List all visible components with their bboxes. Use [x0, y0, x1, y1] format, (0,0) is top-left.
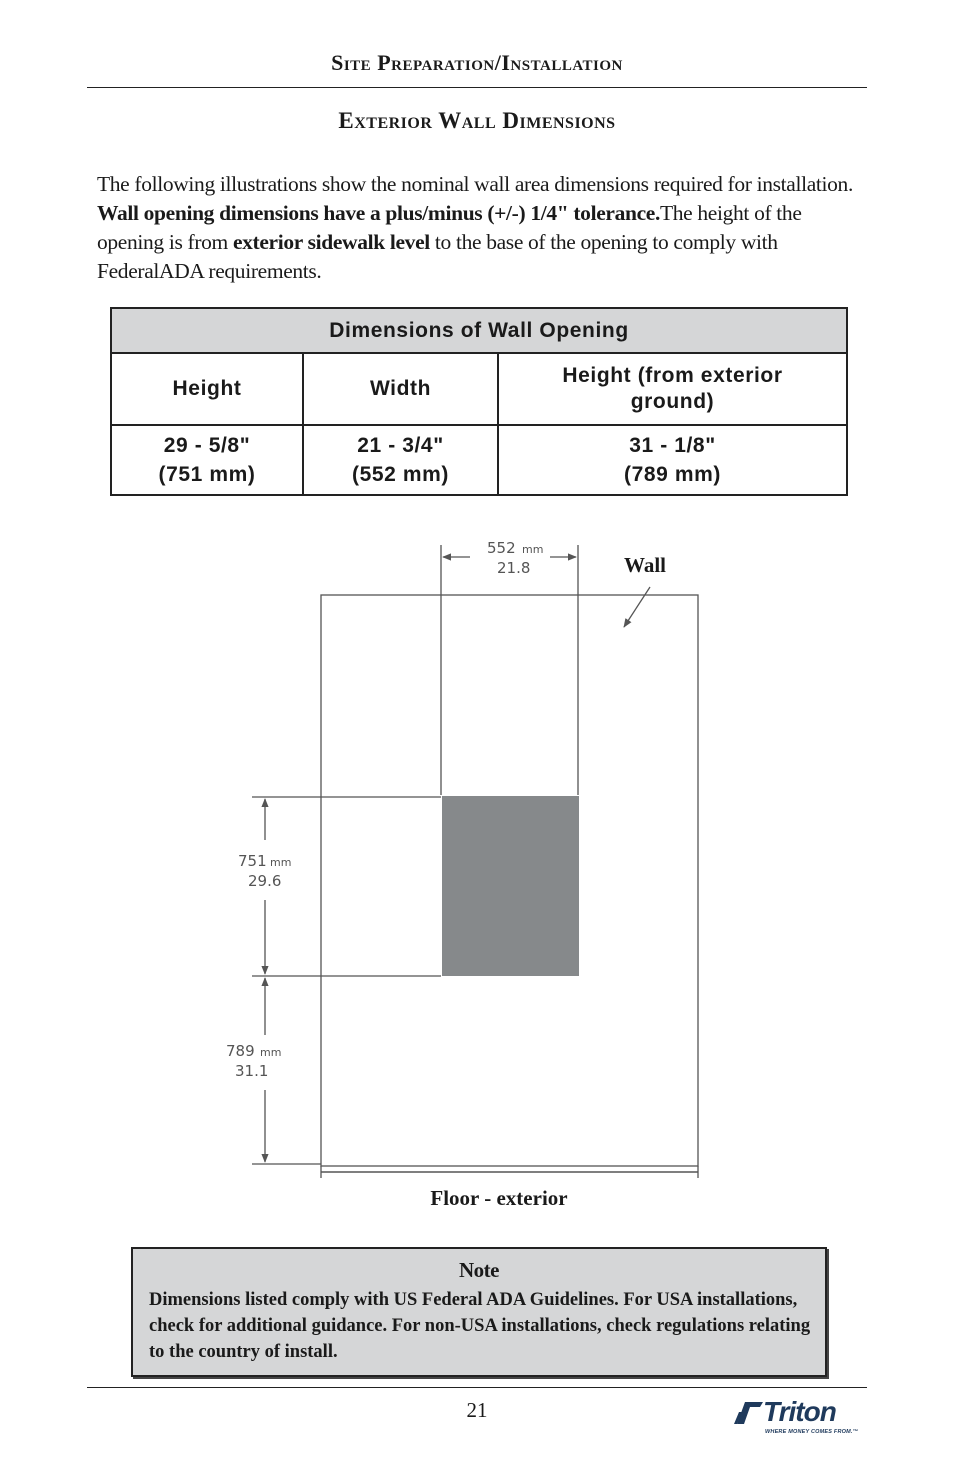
- note-body: Dimensions listed comply with US Federal ADA Guidelines. For USA installations, check for additional guidance. For non-USA installations, check regulations relating to the country of install.: [149, 1290, 811, 1362]
- cell-height: [111, 425, 303, 495]
- cell-ground-in: 31 - 1/8": [629, 434, 716, 457]
- cell-height-in: 29 - 5/8": [163, 434, 251, 457]
- footer-divider: [87, 1387, 867, 1388]
- cell-width-in: 21 - 3/4": [357, 434, 444, 457]
- header-divider: [87, 87, 867, 88]
- ground-mm-value: 789: [226, 1042, 255, 1060]
- intro-bold-tolerance: Wall opening dimensions have a plus/minus (+/-) 1/4" tolerance.: [97, 201, 660, 225]
- intro-text-2: The height of the opening is from: [97, 201, 802, 254]
- cell-width: [303, 425, 498, 495]
- brand-tagline: WHERE MONEY COMES FROM.™: [765, 1429, 859, 1435]
- page-title: Exterior Wall Dimensions: [338, 108, 616, 133]
- note-box: [131, 1247, 827, 1377]
- triton-logo: [733, 1396, 867, 1442]
- wall-label: Wall: [624, 553, 667, 577]
- intro-text-3: to the base of the opening to comply with FederalADA requirements.: [97, 230, 778, 283]
- table-title: Dimensions of Wall Opening: [111, 308, 847, 353]
- ground-mm-unit: mm: [260, 1046, 282, 1059]
- wall-opening: [442, 796, 579, 976]
- brand-name: Triton: [763, 1396, 836, 1427]
- cell-ground-mm: (789 mm): [623, 463, 721, 486]
- height-in-value: 29.6: [248, 872, 282, 890]
- width-in-value: 21.8: [497, 559, 531, 577]
- ground-in-value: 31.1: [235, 1062, 269, 1080]
- intro-text-1: The following illustrations show the nominal wall area dimensions required for installation.: [97, 172, 853, 196]
- column-header-width: Width: [303, 353, 498, 425]
- column-header-height: Height: [111, 353, 303, 425]
- cell-ground-height: [498, 425, 847, 495]
- wall-diagram: [200, 530, 720, 1180]
- height-mm-unit: mm: [270, 856, 292, 869]
- cell-height-mm: (751 mm): [158, 463, 256, 486]
- intro-bold-sidewalk: exterior sidewalk level: [232, 230, 430, 254]
- width-mm-value: 552: [487, 539, 516, 557]
- note-title: Note: [459, 1258, 499, 1282]
- wall-pointer-arrow: [624, 587, 650, 627]
- width-mm-unit: mm: [522, 543, 544, 556]
- triton-swoosh-icon: [733, 1398, 765, 1428]
- table-row: [111, 425, 847, 495]
- dimensions-table: [110, 307, 848, 496]
- page-number: 21: [466, 1398, 488, 1422]
- cell-width-mm: (552 mm): [351, 463, 449, 486]
- height-mm-value: 751: [238, 852, 267, 870]
- column-header-ground-height: Height (from exterior ground): [498, 353, 847, 425]
- section-header: Site Preparation/Installation: [331, 50, 623, 75]
- floor-label: Floor - exterior: [430, 1186, 568, 1210]
- intro-paragraph: [97, 170, 865, 286]
